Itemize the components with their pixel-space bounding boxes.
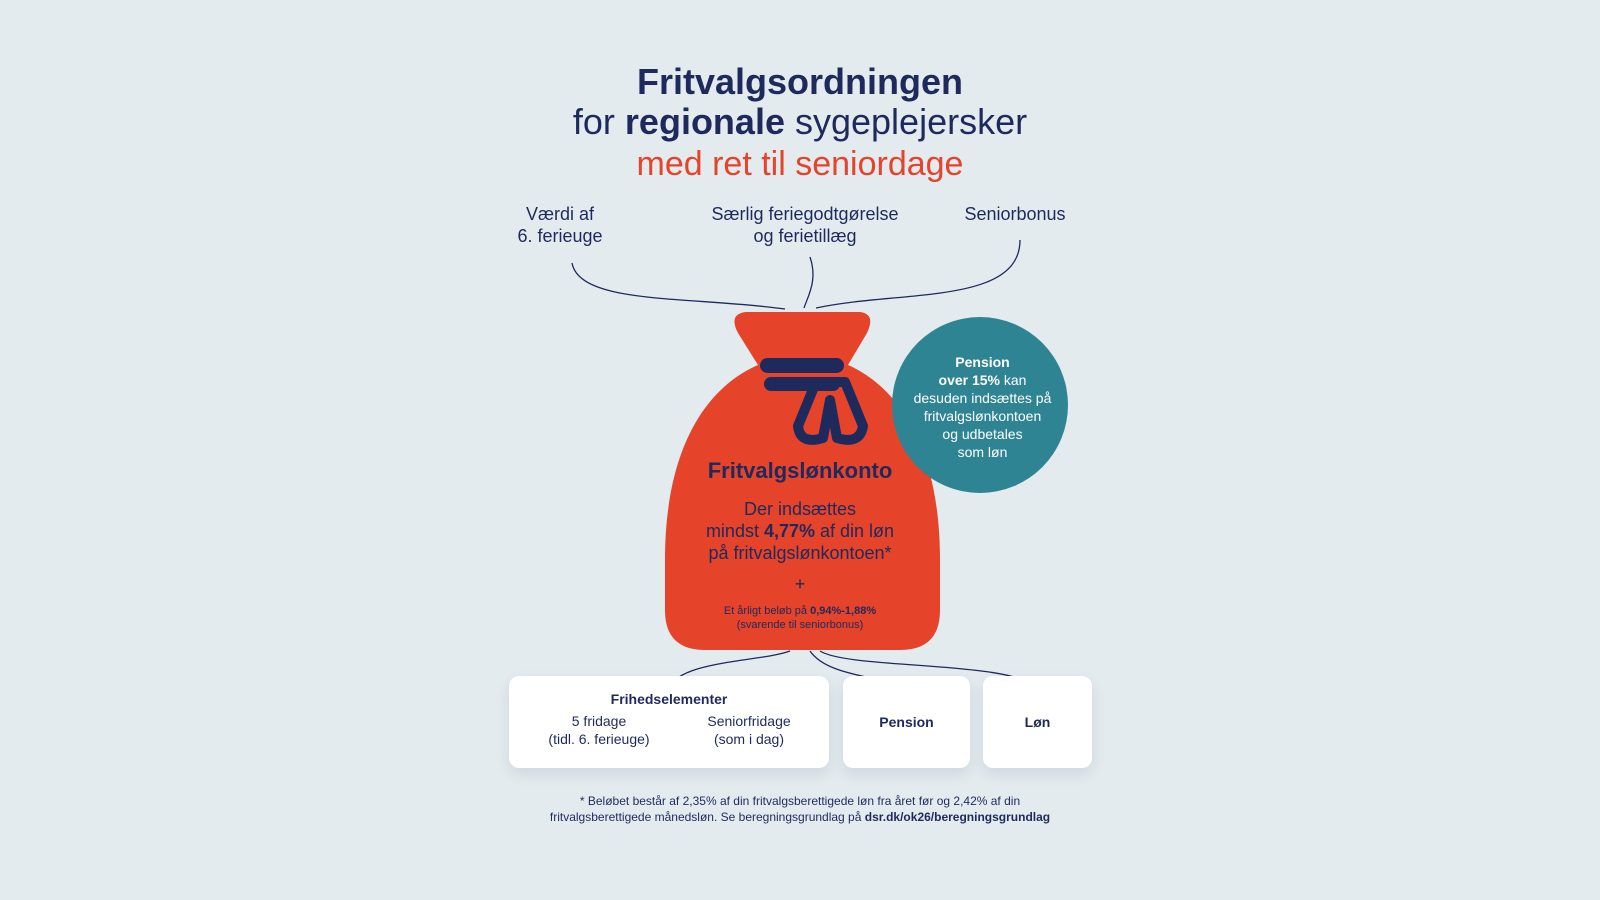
card-lon	[983, 676, 1092, 768]
pension-circle-body: kan desuden indsættes på fritvalgslønkontoen og udbetales som løn	[913, 372, 1052, 460]
footnote	[0, 793, 1600, 825]
subtitle-bold: regionale	[624, 101, 785, 142]
card-pension	[843, 676, 970, 768]
source-label-holiday-pay: Særlig feriegodtgørelse og ferietillæg	[711, 204, 899, 246]
bag-body-percentage: 4,77%	[763, 521, 816, 541]
subtitle-accent: med ret til seniordage	[636, 145, 964, 183]
bag-title: Fritvalgslønkonto	[707, 458, 893, 483]
bag-seniorbonus-note	[660, 604, 940, 632]
card-frihedselementer	[509, 676, 829, 768]
source-label-6th-week: Værdi af 6. ferieuge	[517, 204, 603, 246]
footnote-link[interactable]: dsr.dk/ok26/beregningsgrundlag	[864, 810, 1051, 824]
card-pension-label: Pension	[879, 714, 934, 730]
bag-small-pre: Et årligt beløb på	[723, 605, 811, 617]
pension-circle-title: Pension	[955, 354, 1010, 370]
card-lon-label: Løn	[1024, 714, 1051, 730]
bag-tie-band-icon	[760, 358, 844, 373]
connector-middle	[804, 257, 813, 308]
pension-circle-text	[895, 353, 1070, 461]
card-free-seniorfridage: Seniorfridage (som i dag)	[707, 713, 791, 747]
subtitle-pre: for	[572, 101, 625, 142]
bag-body-post: af din løn på fritvalgslønkontoen*	[708, 521, 895, 563]
card-free-fridage: 5 fridage (tidl. 6. ferieuge)	[548, 713, 650, 747]
bag-body-pre: Der indsættes mindst	[705, 499, 857, 541]
main-title: Fritvalgsordningen	[636, 61, 964, 102]
pension-circle-percentage: over 15%	[938, 372, 1000, 388]
footnote-text: * Beløbet består af 2,35% af din fritvalgsberettigede løn fra året før og 2,42% af din fritvalgsberettigede månedsløn. Se beregningsgrundlag på	[549, 794, 1021, 824]
card-free-title: Frihedselementer	[610, 691, 728, 707]
bag-body	[660, 498, 940, 564]
bag-plus-sign: +	[794, 574, 806, 594]
source-label-seniorbonus: Seniorbonus	[964, 204, 1066, 224]
connector-right	[816, 240, 1020, 308]
bag-small-post: (svarende til seniorbonus)	[736, 619, 864, 631]
bag-tie-band-icon-2	[764, 377, 840, 391]
bag-small-range: 0,94%-1,88%	[810, 605, 877, 617]
subtitle-post: sygeplejersker	[784, 101, 1028, 142]
connector-left	[572, 263, 785, 309]
